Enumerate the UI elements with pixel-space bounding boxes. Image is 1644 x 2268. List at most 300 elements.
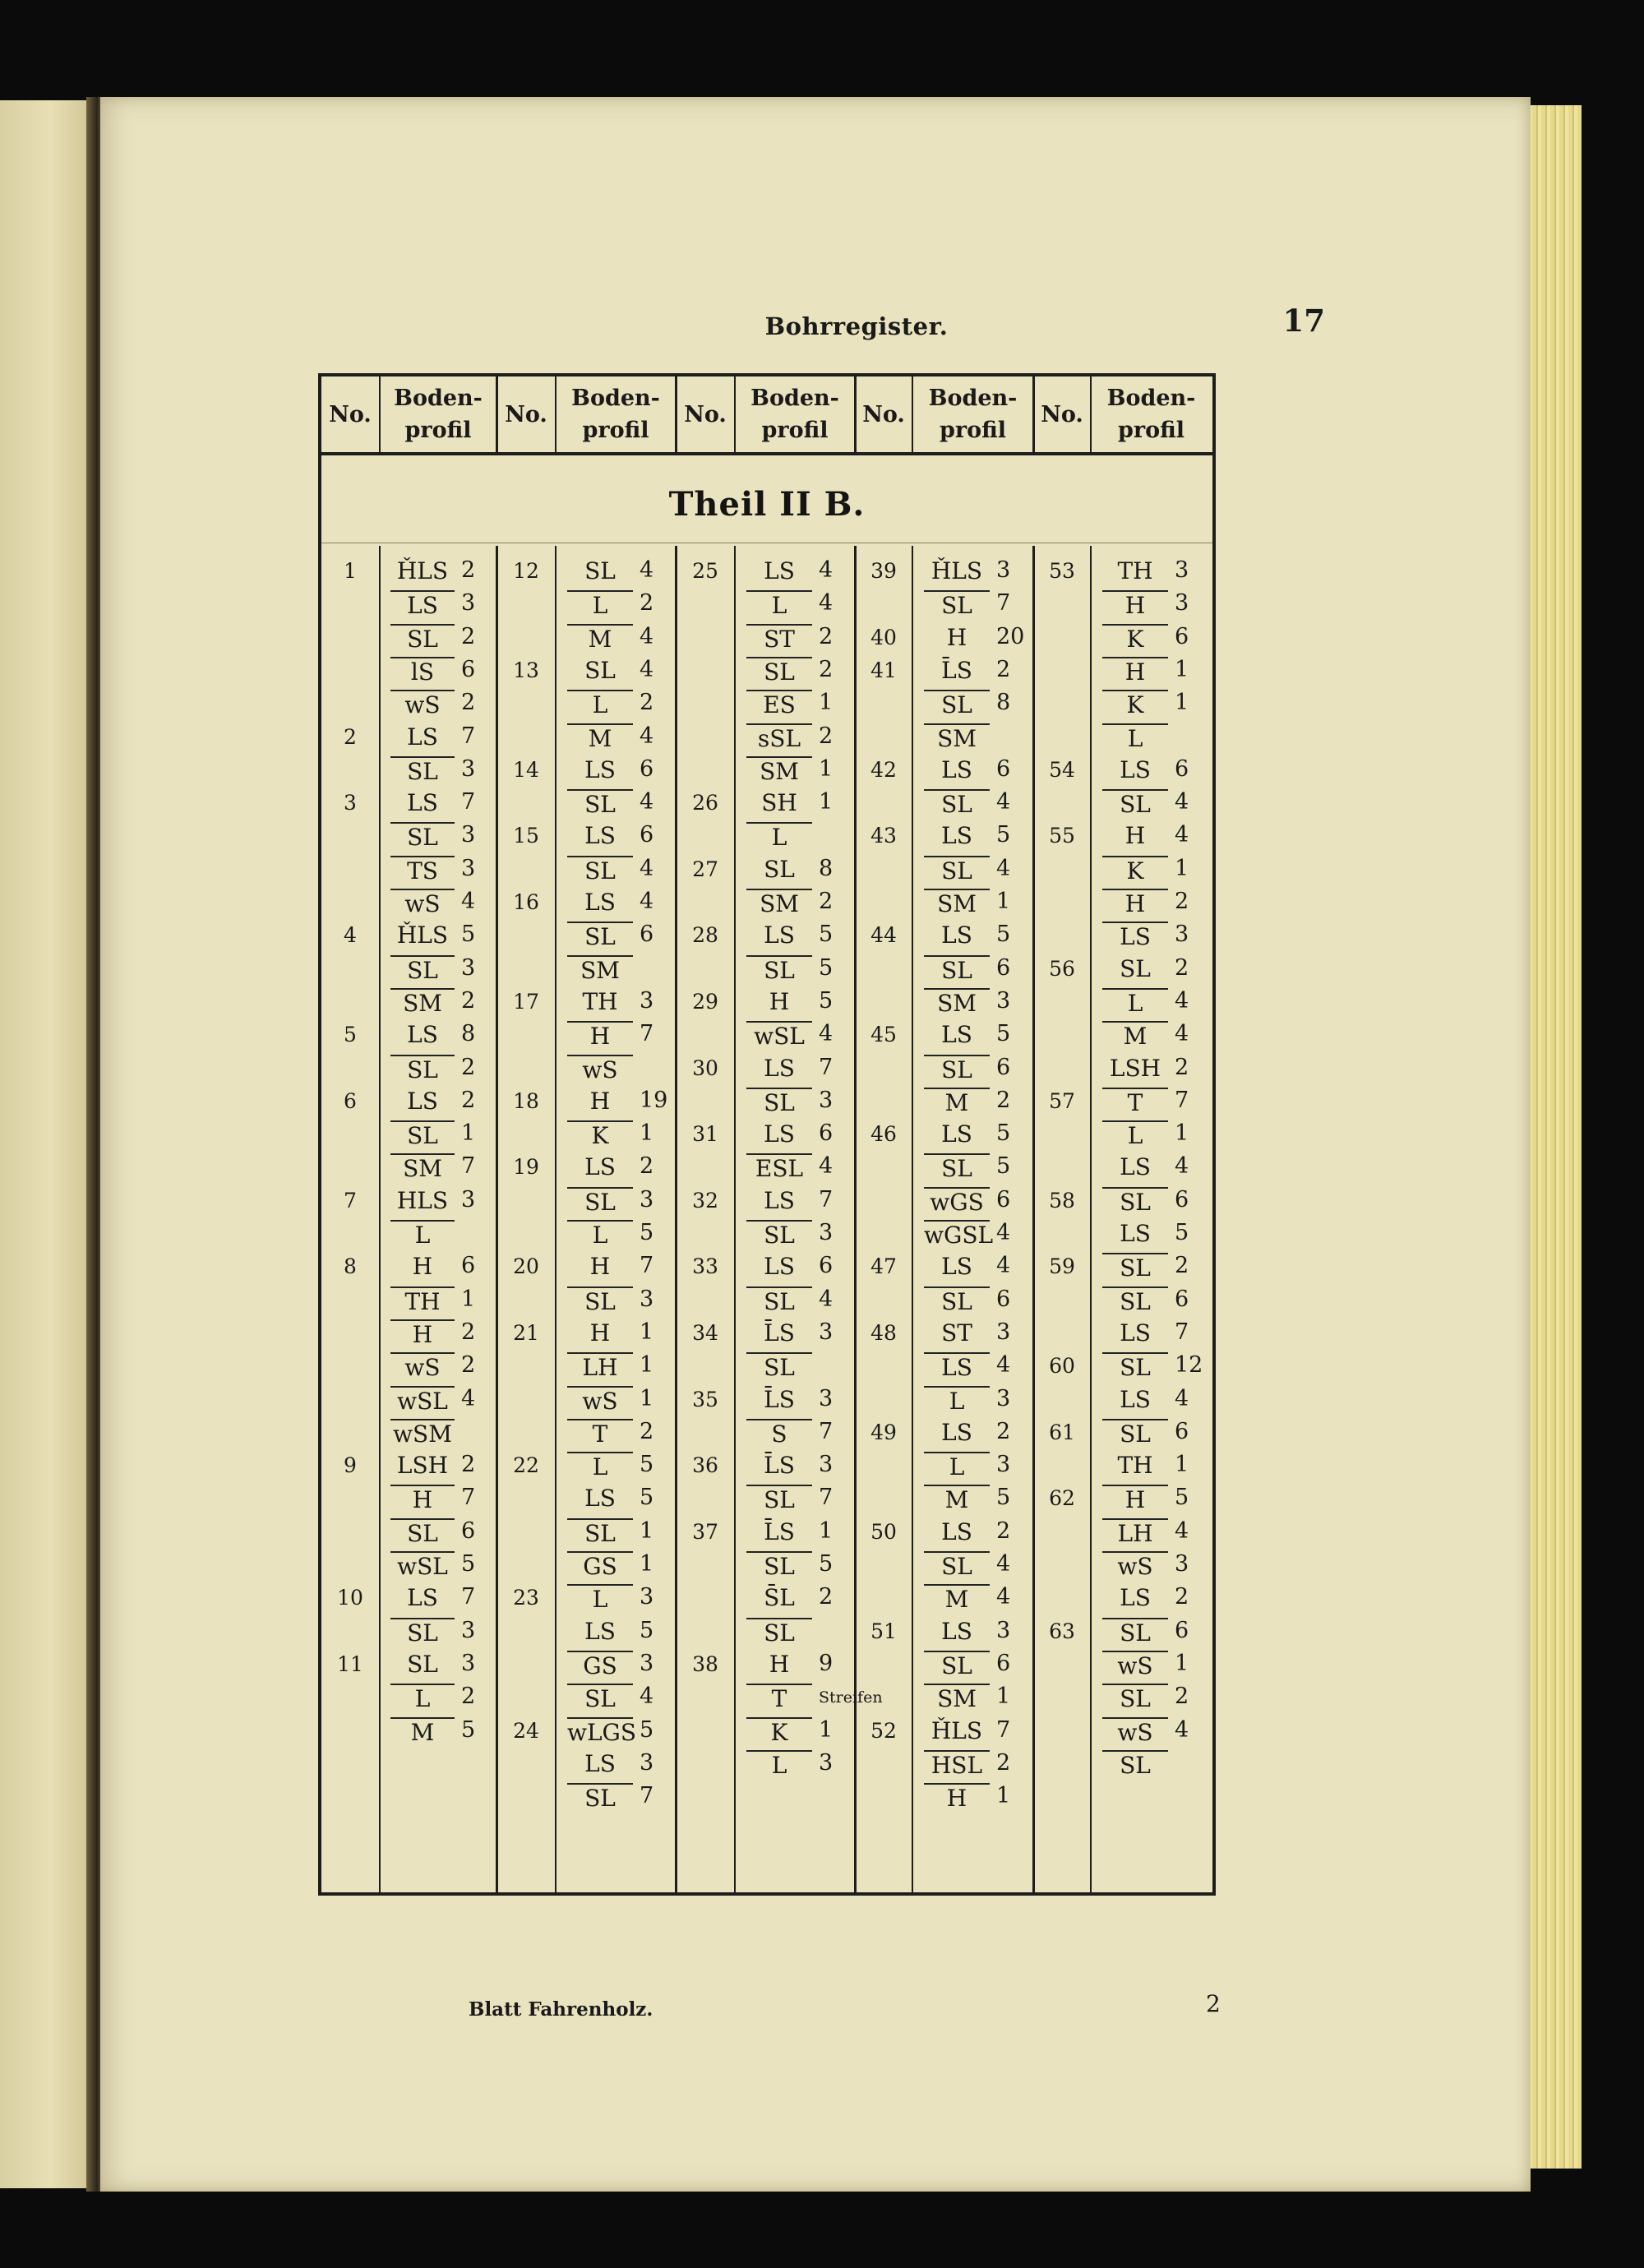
profile-entry bbox=[379, 955, 497, 986]
bohrung-number: 39 bbox=[870, 559, 897, 583]
footer-sheet-name: Blatt Fahrenholz. bbox=[469, 1998, 653, 2021]
profile-entry bbox=[1090, 1352, 1212, 1383]
soil-symbol: LS bbox=[764, 1054, 795, 1082]
soil-symbol: SL bbox=[390, 1055, 455, 1083]
soil-symbol: SL bbox=[390, 1518, 455, 1547]
soil-symbol: H bbox=[769, 1650, 790, 1678]
layer-thickness: 2 bbox=[996, 1749, 1011, 1776]
soil-symbol: LS bbox=[584, 1749, 616, 1777]
bohrung-number: 21 bbox=[513, 1320, 539, 1345]
soil-symbol: SL bbox=[1102, 1750, 1168, 1779]
layer-thickness: 4 bbox=[996, 1584, 1011, 1610]
bohrung-number: 42 bbox=[870, 757, 897, 782]
layer-thickness: 1 bbox=[1175, 656, 1189, 682]
layer-thickness: 4 bbox=[996, 1551, 1011, 1577]
soil-symbol: SL bbox=[407, 1650, 438, 1678]
bohrung-number: 1 bbox=[344, 559, 357, 583]
profile-entry bbox=[912, 1187, 1034, 1218]
profile-entry bbox=[379, 1717, 497, 1748]
bohrung-number: 60 bbox=[1049, 1354, 1075, 1379]
bohrung-number: 54 bbox=[1049, 757, 1075, 782]
layer-thickness: 4 bbox=[819, 1021, 834, 1047]
layer-thickness: 3 bbox=[461, 590, 476, 617]
layer-thickness: 2 bbox=[996, 656, 1011, 682]
layer-thickness: 3 bbox=[461, 1617, 476, 1643]
layer-thickness: 2 bbox=[1175, 1684, 1189, 1710]
bohrung-number: 3 bbox=[344, 791, 357, 815]
layer-thickness: 3 bbox=[640, 1584, 654, 1610]
bohrung-number: 19 bbox=[513, 1155, 539, 1180]
soil-symbol: K bbox=[1102, 624, 1168, 653]
profile-entry bbox=[379, 1319, 497, 1351]
soil-symbol: SL bbox=[584, 557, 616, 584]
soil-symbol: LS bbox=[584, 1153, 616, 1181]
soil-symbol: L̄S bbox=[941, 656, 972, 684]
layer-thickness: 3 bbox=[996, 1452, 1011, 1478]
profile-entry bbox=[555, 1684, 677, 1715]
profile-entry bbox=[379, 1584, 497, 1615]
profile-entry bbox=[912, 822, 1034, 853]
soil-symbol: M bbox=[567, 624, 633, 653]
profile-entry bbox=[912, 1717, 1034, 1748]
profile-entry bbox=[555, 1253, 677, 1284]
header-no: No. bbox=[684, 401, 727, 427]
bohrung-number: 57 bbox=[1049, 1088, 1075, 1113]
layer-thickness: 2 bbox=[461, 987, 476, 1014]
profile-entry bbox=[1090, 756, 1212, 788]
bohrung-number: 55 bbox=[1049, 824, 1075, 848]
layer-thickness: 1 bbox=[819, 1517, 834, 1544]
bohrung-number: 47 bbox=[870, 1254, 897, 1279]
layer-thickness: 5 bbox=[996, 1153, 1011, 1180]
header-bodenprofil: Boden- profil bbox=[571, 386, 660, 443]
profile-entry bbox=[555, 1055, 677, 1086]
layer-thickness: 2 bbox=[461, 557, 476, 583]
header-rule bbox=[321, 452, 1212, 455]
header-no: No. bbox=[1041, 401, 1083, 427]
soil-symbol: wS bbox=[390, 1352, 455, 1381]
layer-thickness: 4 bbox=[1175, 1716, 1189, 1743]
soil-symbol: LS bbox=[941, 822, 972, 850]
profile-entry bbox=[379, 1253, 497, 1284]
layer-thickness: 6 bbox=[461, 1517, 476, 1544]
soil-symbol: SL bbox=[1102, 1286, 1168, 1315]
soil-symbol: SL bbox=[924, 955, 990, 984]
layer-thickness: 1 bbox=[819, 755, 834, 782]
soil-symbol: LS bbox=[941, 1517, 972, 1545]
soil-symbol: SL bbox=[924, 590, 990, 619]
profile-entry bbox=[379, 756, 497, 788]
soil-symbol: SL bbox=[584, 656, 616, 684]
layer-thickness: 4 bbox=[996, 855, 1011, 881]
layer-thickness: 3 bbox=[996, 1319, 1011, 1345]
soil-symbol: ST bbox=[941, 1319, 972, 1346]
layer-thickness: 5 bbox=[640, 1485, 654, 1511]
layer-thickness: 2 bbox=[1175, 954, 1189, 981]
bohrung-number: 28 bbox=[692, 923, 718, 948]
header-no: No. bbox=[329, 401, 372, 427]
soil-symbol: LS bbox=[764, 1120, 795, 1148]
profile-entry bbox=[912, 1651, 1034, 1682]
profile-entry bbox=[734, 1120, 856, 1152]
profile-entry bbox=[912, 1055, 1034, 1086]
soil-symbol: K bbox=[567, 1120, 633, 1149]
bohrung-number: 9 bbox=[344, 1453, 357, 1478]
bohrung-number: 16 bbox=[513, 890, 539, 914]
bohrung-number: 59 bbox=[1049, 1254, 1075, 1279]
soil-symbol: SM bbox=[924, 723, 990, 752]
profile-entry bbox=[555, 1419, 677, 1450]
profile-entry bbox=[734, 1452, 856, 1483]
profile-entry bbox=[1090, 657, 1212, 688]
layer-thickness: 6 bbox=[640, 755, 654, 782]
bohrung-number: 56 bbox=[1049, 956, 1075, 981]
profile-entry bbox=[734, 1551, 856, 1582]
profile-entry bbox=[379, 1220, 497, 1251]
book-page bbox=[100, 97, 1531, 2192]
soil-symbol: SL bbox=[390, 756, 455, 785]
layer-thickness: 2 bbox=[996, 1087, 1011, 1113]
soil-symbol: SL bbox=[567, 789, 633, 818]
soil-symbol: L̄S bbox=[764, 1517, 795, 1545]
profile-entry bbox=[1090, 1452, 1212, 1483]
profile-entry bbox=[734, 1253, 856, 1284]
soil-symbol: LS bbox=[407, 723, 438, 751]
layer-thickness: 3 bbox=[640, 1186, 654, 1213]
soil-symbol: SL bbox=[390, 624, 455, 653]
soil-symbol: L bbox=[746, 1750, 812, 1779]
profile-entry bbox=[734, 1518, 856, 1550]
header-bodenprofil: Boden- profil bbox=[750, 386, 839, 443]
profile-entry bbox=[734, 1220, 856, 1251]
layer-thickness: 1 bbox=[1175, 1650, 1189, 1676]
bohrung-number: 61 bbox=[1049, 1420, 1075, 1444]
profile-entry bbox=[734, 955, 856, 986]
layer-thickness: 6 bbox=[996, 1286, 1011, 1312]
profile-entry bbox=[1090, 1651, 1212, 1682]
layer-thickness: 3 bbox=[640, 1749, 654, 1776]
soil-symbol: L bbox=[1102, 723, 1168, 752]
layer-thickness: 6 bbox=[1175, 623, 1189, 649]
profile-entry bbox=[379, 789, 497, 820]
profile-entry bbox=[555, 1783, 677, 1814]
profile-entry bbox=[912, 1485, 1034, 1516]
soil-symbol: L bbox=[390, 1220, 455, 1249]
soil-symbol: SM bbox=[746, 889, 812, 917]
soil-symbol: SL bbox=[1102, 1253, 1168, 1282]
profile-entry bbox=[379, 1551, 497, 1582]
profile-entry bbox=[734, 1319, 856, 1351]
soil-symbol: LS bbox=[407, 1584, 438, 1612]
profile-entry bbox=[555, 690, 677, 721]
layer-thickness: 3 bbox=[819, 1220, 834, 1245]
soil-symbol: SL bbox=[567, 1684, 633, 1712]
layer-thickness: 7 bbox=[1175, 1319, 1189, 1345]
profile-entry bbox=[1090, 1419, 1212, 1450]
layer-thickness: 2 bbox=[640, 1153, 654, 1180]
profile-entry bbox=[734, 756, 856, 788]
layer-thickness: 6 bbox=[819, 1253, 834, 1279]
bohrung-number: 33 bbox=[692, 1254, 718, 1279]
profile-entry bbox=[379, 690, 497, 721]
profile-entry bbox=[734, 1584, 856, 1615]
bohrung-number: 8 bbox=[344, 1254, 357, 1279]
profile-entry bbox=[379, 1286, 497, 1318]
layer-thickness: 3 bbox=[640, 987, 654, 1014]
bohrregister-table bbox=[318, 373, 1216, 1896]
layer-thickness: 6 bbox=[1175, 1186, 1189, 1213]
header-bodenprofil: Boden- profil bbox=[394, 386, 483, 443]
soil-symbol: ȞLS bbox=[396, 922, 449, 949]
profile-entry bbox=[734, 1386, 856, 1417]
profile-entry bbox=[555, 1153, 677, 1185]
profile-entry bbox=[912, 1153, 1034, 1185]
profile-entry bbox=[555, 1286, 677, 1318]
profile-entry bbox=[912, 1286, 1034, 1318]
soil-symbol: wS bbox=[1102, 1551, 1168, 1580]
soil-symbol: L bbox=[746, 590, 812, 619]
layer-thickness: 9 bbox=[819, 1650, 834, 1676]
layer-thickness: 7 bbox=[819, 1418, 834, 1444]
layer-thickness: 2 bbox=[1175, 889, 1189, 914]
profile-entry bbox=[912, 1452, 1034, 1483]
layer-thickness: 4 bbox=[1175, 1153, 1189, 1180]
layer-thickness: 5 bbox=[996, 1485, 1011, 1511]
profile-entry bbox=[555, 1452, 677, 1483]
soil-symbol: H bbox=[1124, 822, 1146, 850]
soil-symbol: ESL bbox=[746, 1153, 812, 1182]
profile-entry bbox=[734, 1651, 856, 1682]
bohrung-number: 36 bbox=[692, 1453, 718, 1478]
profile-entry bbox=[734, 1618, 856, 1649]
soil-symbol: H bbox=[390, 1319, 455, 1348]
soil-symbol: H bbox=[946, 623, 967, 651]
soil-symbol: SM bbox=[567, 955, 633, 984]
layer-thickness: 3 bbox=[1175, 1551, 1189, 1577]
layer-thickness: 7 bbox=[819, 1186, 834, 1213]
left-page-edge bbox=[0, 100, 92, 2188]
profile-entry bbox=[555, 1750, 677, 1781]
layer-thickness: 5 bbox=[819, 987, 834, 1014]
layer-thickness: 7 bbox=[996, 1716, 1011, 1743]
soil-symbol: wS bbox=[1102, 1651, 1168, 1679]
profile-entry bbox=[912, 955, 1034, 986]
layer-thickness: 6 bbox=[1175, 1418, 1189, 1444]
soil-symbol: SL bbox=[1102, 789, 1168, 818]
soil-symbol: L bbox=[746, 822, 812, 851]
layer-thickness: 4 bbox=[1175, 822, 1189, 848]
soil-symbol: LS bbox=[764, 922, 795, 949]
layer-thickness: 3 bbox=[1175, 557, 1189, 583]
bohrung-number: 41 bbox=[870, 658, 897, 682]
profile-entry bbox=[912, 1120, 1034, 1152]
profile-entry bbox=[734, 1055, 856, 1086]
soil-symbol: H bbox=[589, 1253, 611, 1281]
soil-symbol: wS bbox=[390, 889, 455, 917]
profile-entry bbox=[734, 690, 856, 721]
layer-thickness: 4 bbox=[996, 1253, 1011, 1279]
soil-symbol: LSH bbox=[396, 1452, 449, 1480]
soil-symbol: H bbox=[390, 1485, 455, 1513]
layer-thickness: Streifen bbox=[819, 1688, 883, 1707]
profile-entry bbox=[912, 922, 1034, 953]
header-bodenprofil: Boden- profil bbox=[1106, 386, 1196, 443]
profile-entry bbox=[912, 723, 1034, 755]
profile-entry bbox=[734, 922, 856, 953]
layer-thickness: 6 bbox=[996, 1650, 1011, 1676]
bohrung-number: 2 bbox=[344, 724, 357, 749]
soil-symbol: GS bbox=[567, 1551, 633, 1580]
profile-entry bbox=[912, 1419, 1034, 1450]
soil-symbol: LS bbox=[941, 1120, 972, 1148]
soil-symbol: LS bbox=[584, 1617, 616, 1645]
footer-signature-mark: 2 bbox=[1206, 1990, 1221, 2017]
profile-entry bbox=[1090, 1584, 1212, 1615]
profile-entry bbox=[734, 557, 856, 589]
layer-thickness: 1 bbox=[640, 1120, 654, 1147]
soil-symbol: H bbox=[567, 1021, 633, 1050]
soil-symbol: LS bbox=[941, 1021, 972, 1049]
bohrung-number: 26 bbox=[692, 791, 718, 815]
soil-symbol: L̄S bbox=[764, 1319, 795, 1346]
profile-entry bbox=[734, 1419, 856, 1450]
layer-thickness: 4 bbox=[1175, 987, 1189, 1014]
profile-entry bbox=[912, 1319, 1034, 1351]
layer-thickness: 1 bbox=[1175, 1120, 1189, 1147]
layer-thickness: 5 bbox=[996, 822, 1011, 848]
profile-entry bbox=[912, 1684, 1034, 1715]
layer-thickness: 6 bbox=[1175, 755, 1189, 782]
soil-symbol: M bbox=[924, 1584, 990, 1613]
layer-thickness: 1 bbox=[996, 1684, 1011, 1710]
profile-entry bbox=[1090, 789, 1212, 820]
profile-entry bbox=[912, 856, 1034, 887]
layer-thickness: 4 bbox=[640, 889, 654, 914]
soil-symbol: M bbox=[924, 1485, 990, 1513]
profile-entry bbox=[1090, 822, 1212, 853]
soil-symbol: SH bbox=[761, 789, 797, 817]
layer-thickness: 7 bbox=[640, 1783, 654, 1809]
bohrung-number: 34 bbox=[692, 1320, 718, 1345]
bohrung-number: 20 bbox=[513, 1254, 539, 1279]
profile-entry bbox=[379, 1055, 497, 1086]
layer-thickness: 3 bbox=[996, 1385, 1011, 1411]
soil-symbol: SL bbox=[924, 856, 990, 885]
soil-symbol: SL bbox=[567, 1286, 633, 1315]
profile-entry bbox=[912, 657, 1034, 688]
layer-thickness: 4 bbox=[461, 889, 476, 914]
layer-thickness: 2 bbox=[461, 1452, 476, 1478]
layer-thickness: 2 bbox=[819, 889, 834, 914]
bohrung-number: 37 bbox=[692, 1519, 718, 1544]
soil-symbol: LS bbox=[584, 889, 616, 916]
profile-entry bbox=[555, 1551, 677, 1582]
profile-entry bbox=[379, 1352, 497, 1383]
layer-thickness: 5 bbox=[996, 1021, 1011, 1047]
profile-entry bbox=[379, 557, 497, 589]
bohrung-number: 23 bbox=[513, 1586, 539, 1610]
profile-entry bbox=[734, 889, 856, 920]
layer-thickness: 3 bbox=[819, 1319, 834, 1345]
soil-symbol: SL bbox=[924, 1055, 990, 1083]
profile-entry bbox=[379, 822, 497, 853]
profile-entry bbox=[734, 624, 856, 655]
soil-symbol: SL bbox=[746, 1352, 812, 1381]
layer-thickness: 3 bbox=[819, 1749, 834, 1776]
profile-entry bbox=[379, 988, 497, 1019]
soil-symbol: wSL bbox=[390, 1386, 455, 1415]
profile-entry bbox=[555, 1120, 677, 1152]
layer-thickness: 6 bbox=[461, 1253, 476, 1279]
soil-symbol: ȞLS bbox=[396, 557, 449, 584]
layer-thickness: 4 bbox=[819, 1286, 834, 1312]
bohrung-number: 30 bbox=[692, 1055, 718, 1080]
soil-symbol: SL bbox=[746, 1485, 812, 1513]
soil-symbol: L bbox=[1102, 988, 1168, 1017]
profile-entry bbox=[912, 1088, 1034, 1119]
profile-entry bbox=[1090, 1055, 1212, 1086]
soil-symbol: TH bbox=[390, 1286, 455, 1315]
profile-entry bbox=[734, 590, 856, 621]
soil-symbol: T bbox=[1102, 1088, 1168, 1116]
layer-thickness: 7 bbox=[461, 789, 476, 815]
bohrung-number: 62 bbox=[1049, 1486, 1075, 1511]
layer-thickness: 4 bbox=[640, 723, 654, 749]
profile-entry bbox=[1090, 1253, 1212, 1284]
profile-entry bbox=[912, 889, 1034, 920]
profile-entry bbox=[555, 756, 677, 788]
layer-thickness: 7 bbox=[461, 1153, 476, 1180]
layer-thickness: 1 bbox=[461, 1286, 476, 1312]
bohrung-number: 31 bbox=[692, 1122, 718, 1147]
layer-thickness: 2 bbox=[461, 1319, 476, 1345]
soil-symbol: LS bbox=[1102, 922, 1168, 950]
soil-symbol: SL bbox=[1102, 1187, 1168, 1216]
layer-thickness: 2 bbox=[1175, 1054, 1189, 1080]
soil-symbol: SL bbox=[746, 657, 812, 686]
soil-symbol: SL bbox=[1102, 1352, 1168, 1381]
bohrung-number: 46 bbox=[870, 1122, 897, 1147]
layer-thickness: 5 bbox=[640, 1220, 654, 1245]
soil-symbol: K bbox=[1102, 690, 1168, 718]
soil-symbol: TH bbox=[1117, 1452, 1153, 1480]
profile-entry bbox=[1090, 1187, 1212, 1218]
soil-symbol: LS bbox=[584, 755, 616, 783]
profile-entry bbox=[555, 624, 677, 655]
profile-entry bbox=[555, 1584, 677, 1615]
layer-thickness: 4 bbox=[640, 623, 654, 649]
layer-thickness: 6 bbox=[996, 1186, 1011, 1213]
bohrung-number: 13 bbox=[513, 658, 539, 682]
layer-thickness: 5 bbox=[640, 1452, 654, 1478]
bohrung-number: 43 bbox=[870, 824, 897, 848]
profile-entry bbox=[734, 856, 856, 887]
layer-thickness: 1 bbox=[640, 1385, 654, 1411]
bohrung-number: 10 bbox=[337, 1586, 363, 1610]
layer-thickness: 7 bbox=[461, 1485, 476, 1511]
layer-thickness: 2 bbox=[819, 623, 834, 649]
profile-entry bbox=[734, 723, 856, 755]
soil-symbol: wS bbox=[1102, 1717, 1168, 1746]
soil-symbol: LS bbox=[941, 1617, 972, 1645]
profile-entry bbox=[912, 1253, 1034, 1284]
layer-thickness: 5 bbox=[819, 954, 834, 981]
soil-symbol: LS bbox=[390, 590, 455, 619]
profile-entry bbox=[912, 988, 1034, 1019]
bohrung-number: 48 bbox=[870, 1320, 897, 1345]
soil-symbol: LS bbox=[1120, 1319, 1151, 1346]
soil-symbol: H bbox=[589, 1087, 611, 1115]
